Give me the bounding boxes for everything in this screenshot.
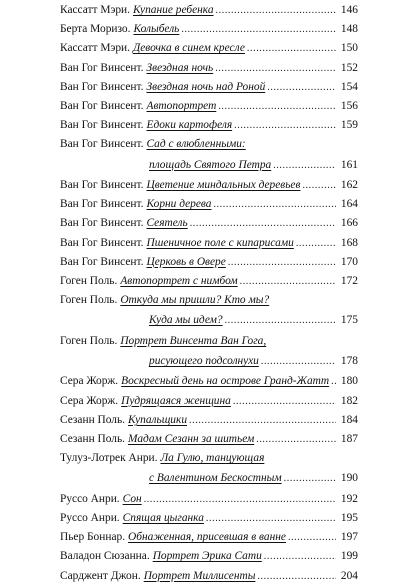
- toc-entry: [60, 59, 358, 77]
- toc-line: [60, 567, 358, 585]
- entry-page-number: 170: [340, 255, 358, 268]
- entry-page-number: 159: [340, 119, 358, 132]
- entry-title: Мадам Сезанн за шитьем: [128, 433, 255, 445]
- entry-title: Церковь в Овере: [146, 255, 226, 268]
- entry-title-continuation: рисующего подсолнухи: [149, 354, 259, 367]
- entry-author: Ван Гог Винсент.: [60, 119, 144, 132]
- entry-title: Сад с влюбленными:: [146, 138, 246, 151]
- entry-page-number: 184: [340, 413, 358, 426]
- entry-page-number: 146: [340, 4, 358, 16]
- toc-line: [60, 176, 358, 194]
- toc-line: [60, 78, 358, 96]
- toc-line: [60, 1, 358, 19]
- toc-entry: [60, 176, 358, 194]
- dot-leader: [302, 177, 336, 195]
- dot-leader: [284, 470, 336, 488]
- dot-leader: [228, 254, 336, 272]
- entry-page-number: 161: [340, 158, 358, 171]
- entry-title: Пудрящаяся женщина: [121, 394, 231, 407]
- dot-leader: [218, 98, 336, 116]
- dot-leader: [213, 196, 336, 214]
- toc-entry: [60, 449, 358, 487]
- toc-line: [60, 392, 358, 410]
- entry-title: Колыбель: [133, 23, 180, 36]
- toc-line-continuation: [60, 156, 358, 174]
- toc-entry: [60, 509, 358, 527]
- entry-page-number: 197: [340, 531, 358, 544]
- entry-author: Сера Жорж.: [60, 375, 119, 388]
- toc-entry: [60, 430, 358, 448]
- toc-entry: [60, 195, 358, 213]
- toc-entry: [60, 214, 358, 232]
- entry-page-number: 204: [340, 569, 358, 582]
- entry-page-number: 190: [340, 472, 358, 485]
- toc-entry: [60, 253, 358, 271]
- toc-entry: [60, 332, 358, 370]
- entry-author: Тулуз-Лотрек Анри.: [60, 452, 158, 465]
- entry-title: Ла Гулю, танцующая: [160, 452, 265, 465]
- toc-line: [60, 372, 358, 390]
- entry-title: Портрет Винсента Ван Гога,: [120, 334, 267, 347]
- entry-author: Ван Гог Винсент.: [60, 236, 144, 249]
- toc-entry: [60, 547, 358, 565]
- toc-line: [60, 528, 358, 546]
- entry-page-number: 156: [340, 100, 358, 112]
- toc-line-continuation: [60, 352, 358, 370]
- toc-entry: [60, 528, 358, 546]
- toc-entry: [60, 567, 358, 585]
- toc-entry: [60, 116, 358, 134]
- entry-title: Автопортрет: [146, 100, 217, 112]
- toc-line: [60, 39, 358, 57]
- dot-leader: [257, 568, 336, 586]
- toc-line: [60, 59, 358, 77]
- entry-author: Ван Гог Винсент.: [60, 100, 144, 112]
- entry-page-number: 172: [340, 275, 358, 287]
- entry-title: Портрет Эрика Сати: [152, 550, 262, 563]
- entry-title: Обнаженная, присевшая в ванне: [128, 531, 286, 544]
- entry-author: Руссо Анри.: [60, 512, 120, 524]
- entry-author: Сезанн Поль.: [60, 413, 126, 426]
- toc-entry: [60, 39, 358, 57]
- toc-line: [60, 332, 358, 350]
- entry-title: Воскресный день на острове Гранд-Жатт: [121, 375, 330, 388]
- entry-author: Кассатт Мэри.: [60, 42, 130, 55]
- dot-leader: [225, 312, 336, 330]
- dot-leader: [234, 117, 336, 135]
- toc-entry: [60, 490, 358, 508]
- entry-page-number: 166: [340, 217, 358, 230]
- entry-title: Цветение миндальных деревьев: [146, 179, 301, 191]
- toc-entry: [60, 392, 358, 410]
- entry-page-number: 178: [340, 354, 358, 367]
- toc-line-continuation: [60, 311, 358, 329]
- entry-title: Сон: [122, 492, 142, 505]
- entry-title: Корни дерева: [146, 198, 212, 211]
- entry-title: Пшеничное поле с кипарисами: [146, 236, 294, 249]
- entry-author: Кассатт Мэри.: [60, 4, 130, 16]
- entry-title: Звездная ночь над Роной: [146, 80, 266, 93]
- dot-leader: [267, 79, 336, 97]
- entry-author: Сарджент Джон.: [60, 569, 141, 582]
- entry-author: Берта Моризо.: [60, 23, 131, 36]
- entry-author: Гоген Поль.: [60, 334, 118, 347]
- entry-title: Спящая цыганка: [122, 512, 204, 524]
- entry-page-number: 154: [340, 80, 358, 93]
- dot-leader: [256, 431, 336, 449]
- entry-author: Ван Гог Винсент.: [60, 255, 144, 268]
- entry-author: Ван Гог Винсент.: [60, 198, 144, 211]
- entry-title-continuation: площадь Святого Петра: [149, 158, 272, 171]
- entry-page-number: 195: [340, 512, 358, 524]
- entry-title: Сеятель: [146, 217, 188, 230]
- dot-leader: [273, 157, 336, 175]
- toc-entry: [60, 372, 358, 390]
- entry-page-number: 148: [340, 23, 358, 36]
- entry-page-number: 162: [340, 179, 358, 191]
- toc-line: [60, 234, 358, 252]
- entry-author: Пьер Боннар.: [60, 531, 126, 544]
- dot-leader: [296, 235, 336, 253]
- entry-title: Едоки картофеля: [146, 119, 233, 132]
- entry-title: Автопортрет с нимбом: [120, 275, 238, 287]
- toc-entry: [60, 78, 358, 96]
- entry-author: Ван Гог Винсент.: [60, 61, 144, 74]
- entry-page-number: 187: [340, 433, 358, 445]
- entry-page-number: 192: [340, 492, 358, 505]
- dot-leader: [215, 60, 336, 78]
- toc-line: [60, 509, 358, 527]
- toc-line: [60, 449, 358, 467]
- toc-entry: [60, 234, 358, 252]
- toc-entry: [60, 1, 358, 19]
- entry-author: Ван Гог Винсент.: [60, 179, 144, 191]
- toc-line: [60, 291, 358, 309]
- entry-page-number: 150: [340, 42, 358, 55]
- entry-title: Купальщики: [128, 413, 188, 426]
- toc-line: [60, 20, 358, 38]
- entry-author: Гоген Поль.: [60, 294, 118, 307]
- toc-line: [60, 135, 358, 153]
- toc-line: [60, 97, 358, 115]
- dot-leader: [216, 2, 336, 20]
- entry-page-number: 182: [340, 394, 358, 407]
- entry-title: Купание ребенка: [132, 4, 214, 16]
- toc-entry: [60, 20, 358, 38]
- toc-entry: [60, 291, 358, 329]
- dot-leader: [331, 373, 336, 391]
- entry-author: Сезанн Поль.: [60, 433, 126, 445]
- dot-leader: [261, 353, 336, 371]
- toc-entry: [60, 135, 358, 173]
- toc-line: [60, 116, 358, 134]
- entry-author: Ван Гог Винсент.: [60, 138, 144, 151]
- dot-leader: [264, 548, 336, 566]
- entry-page-number: 180: [340, 375, 358, 388]
- entry-author: Ван Гог Винсент.: [60, 80, 144, 93]
- toc-line: [60, 253, 358, 271]
- dot-leader: [144, 491, 336, 509]
- entry-author: Сера Жорж.: [60, 394, 119, 407]
- toc-line: [60, 430, 358, 448]
- toc-line: [60, 272, 358, 290]
- entry-title-continuation: Куда мы идем?: [149, 314, 223, 327]
- entry-page-number: 175: [340, 314, 358, 327]
- entry-title: Портрет Миллисенты: [143, 569, 256, 582]
- entry-author: Гоген Поль.: [60, 275, 118, 287]
- entry-title: Девочка в синем кресле: [132, 42, 245, 55]
- entry-page-number: 199: [340, 550, 358, 563]
- entry-title: Откуда мы пришли? Кто мы?: [120, 294, 270, 307]
- toc-line-continuation: [60, 469, 358, 487]
- entry-title-continuation: с Валентином Бескостным: [149, 472, 282, 485]
- entry-author: Ван Гог Винсент.: [60, 217, 144, 230]
- dot-leader: [233, 393, 336, 411]
- entry-author: Руссо Анри.: [60, 492, 120, 505]
- dot-leader: [240, 273, 336, 291]
- dot-leader: [247, 40, 336, 58]
- dot-leader: [181, 21, 336, 39]
- toc-line: [60, 547, 358, 565]
- dot-leader: [190, 215, 336, 233]
- dot-leader: [288, 529, 336, 547]
- entry-title: Звездная ночь: [146, 61, 214, 74]
- toc-entry: [60, 97, 358, 115]
- entry-page-number: 164: [340, 198, 358, 211]
- entry-author: Валадон Сюзанна.: [60, 550, 150, 563]
- dot-leader: [189, 412, 336, 430]
- toc-line: [60, 195, 358, 213]
- toc-line: [60, 490, 358, 508]
- dot-leader: [206, 510, 336, 528]
- toc-line: [60, 214, 358, 232]
- entry-page-number: 168: [340, 236, 358, 249]
- entry-page-number: 152: [340, 61, 358, 74]
- toc-entry: [60, 272, 358, 290]
